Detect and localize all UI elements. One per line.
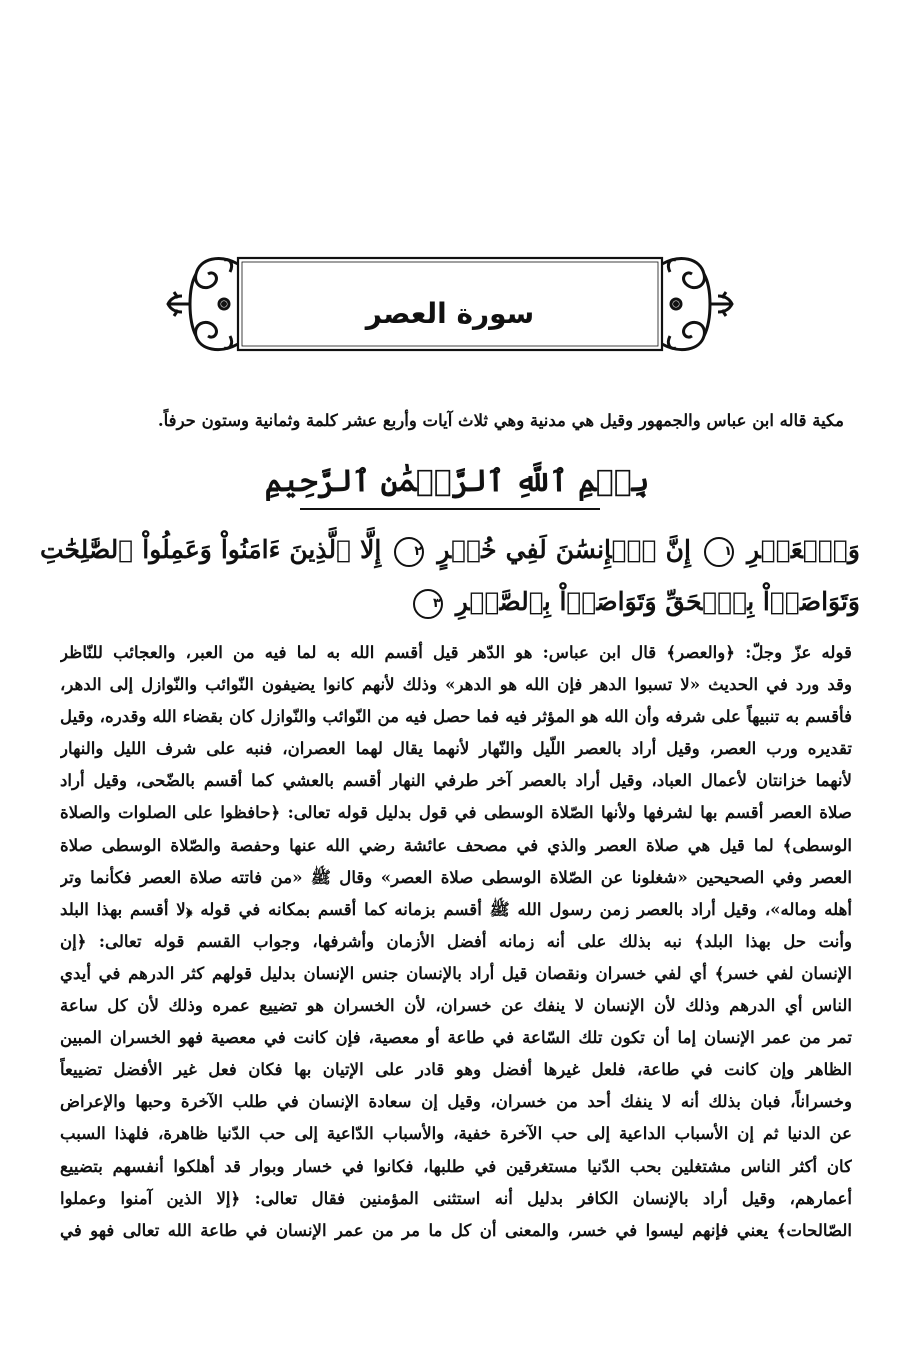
commentary-line: الظاهر وإن كانت في طاعة، فلعل غيرها أفضل وهو قادر على الإتيان بها فكان فعل غير الأفضل تضييعاً xyxy=(60,1059,852,1080)
ayah-1: وَٱلۡعَصۡرِ xyxy=(747,535,860,564)
commentary-line: وخسراناً، فبان بذلك أنه لا ينفك أحد من خسران، وقيل إن سعادة الإنسان في طلب الآخرة وحبها والإعراض xyxy=(60,1091,852,1112)
ayah-3-part-1: إِلَّا ٱلَّذِينَ ءَامَنُواْ وَعَمِلُواْ ٱلصَّٰلِحَٰتِ وَتَوَاصَوۡاْ بِٱلۡحَقِّ وَتَوَاصَوۡاْ xyxy=(40,535,860,616)
quran-verses xyxy=(40,524,860,628)
basmala-underline xyxy=(300,508,600,510)
commentary-line: فأقسم به تنبيهاً على شرفه وأن الله هو المؤثر فيه فما حصل فيه من النّوائب والنّوازل كان بقضاء الله وقدره، وقيل xyxy=(60,706,852,727)
commentary-line: لأنهما خزانتان لأعمال العباد، وقيل أراد بالعصر آخر طرفي النهار أقسم بالعشي كما أقسم بالضّحى، وقيل أراد xyxy=(60,770,852,791)
surah-title-frame xyxy=(160,252,740,357)
commentary-line: صلاة العصر أقسم بها لشرفها ولأنها الصّلاة الوسطى في قول بدليل قوله تعالى: ﴿حافظوا على الصلوات والصلاة xyxy=(60,802,852,823)
commentary-line: كان أكثر الناس مشتغلين بحب الدّنيا مستغرقين في طلبها، فكانوا في خسار وبوار قد أهلكوا أنفسهم بتضييع xyxy=(60,1155,852,1176)
ayah-3-part-2: بِٱلصَّبۡرِ xyxy=(455,587,551,616)
tafsir-commentary xyxy=(60,636,852,1246)
commentary-line: قوله عزّ وجلّ: ﴿والعصر﴾ قال ابن عباس: هو الدّهر قيل أقسم الله به لما فيه من العبر، والعجائب للنّاظر xyxy=(60,642,852,662)
commentary-line: أعمارهم، وقيل أراد بالإنسان الكافر بدليل أنه استثنى المؤمنين فقال تعالى: ﴿إلا الذين آمنوا وعملوا xyxy=(60,1187,852,1208)
commentary-line: وقد ورد في الحديث «لا تسبوا الدهر فإن الله هو الدهر» وذلك لأنهم كانوا يضيفون النّوائب والنّوازل إلى الدهر، xyxy=(60,674,852,695)
commentary-line: الوسطى﴾ لما قيل هي صلاة العصر والذي في مصحف عائشة رضي الله عنها وحفصة والصّلاة الوسطى صلاة xyxy=(60,834,852,855)
commentary-line: أهله وماله»، وقيل أراد بالعصر زمن رسول الله ﷺ أقسم بزمانه كما أقسم بمكانه في قوله ﴿لا أقسم بهذا البلد xyxy=(60,898,852,919)
surah-intro: مكية قاله ابن عباس والجمهور وقيل هي مدنية وهي ثلاث آيات وأربع عشر كلمة وثمانية وستون حرفاً. xyxy=(157,411,844,430)
ayah-number-3: ٣ xyxy=(413,589,443,619)
commentary-line: الإنسان لفي خسر﴾ أي لفي خسران ونقصان قيل أراد بالإنسان جنس الإنسان بدليل قولهم كثر الدرهم في أيدي xyxy=(60,962,852,983)
ayah-number-1: ١ xyxy=(704,537,734,567)
commentary-line: عن الدنيا ثم إن الأسباب الداعية إلى حب الآخرة خفية، والأسباب الدّاعية إلى حب الدّنيا ظاهرة، فلهذا السبب xyxy=(60,1123,852,1144)
commentary-line: وأنت حل بهذا البلد﴾ نبه بذلك على أنه زمانه أفضل الأزمان وأشرفها، وجواب القسم قوله تعالى: ﴿إن xyxy=(60,930,852,951)
commentary-line: العصر وفي الصحيحين «شغلونا عن الصّلاة الوسطى صلاة العصر» وقال ﷺ «من فاتته صلاة العصر فكأنما وتر xyxy=(60,866,852,887)
commentary-line: الصّالحات﴾ يعني فإنهم ليسوا في خسر، والمعنى أن كل ما مر من عمر الإنسان في طاعة الله تعالى فهو في xyxy=(60,1219,852,1240)
surah-title: سورة العصر xyxy=(365,297,535,330)
commentary-line: الناس أي الدرهم وذلك لأن الإنسان لا ينفك عن خسران، لأن الخسران هو تضييع عمره وذلك لأن كل ساعة xyxy=(60,995,852,1016)
commentary-line: تقديره ورب العصر، وقيل أراد بالعصر اللّيل والنّهار لأنهما يقال لهما العصران، فنبه على شرف الليل والنهار xyxy=(60,738,852,759)
commentary-line: تمر من عمر الإنسان إما أن تكون تلك السّاعة في طاعة أو معصية، فإن كانت في معصية فهو الخسران المبين xyxy=(60,1027,852,1048)
ayah-2: إِنَّ ٱلۡإِنسَٰنَ لَفِي خُسۡرٍ xyxy=(437,535,691,564)
ayah-number-2: ٢ xyxy=(394,537,424,567)
basmala: بِسۡمِ ٱللَّهِ ٱلرَّحۡمَٰنِ ٱلرَّحِيمِ xyxy=(264,464,650,499)
